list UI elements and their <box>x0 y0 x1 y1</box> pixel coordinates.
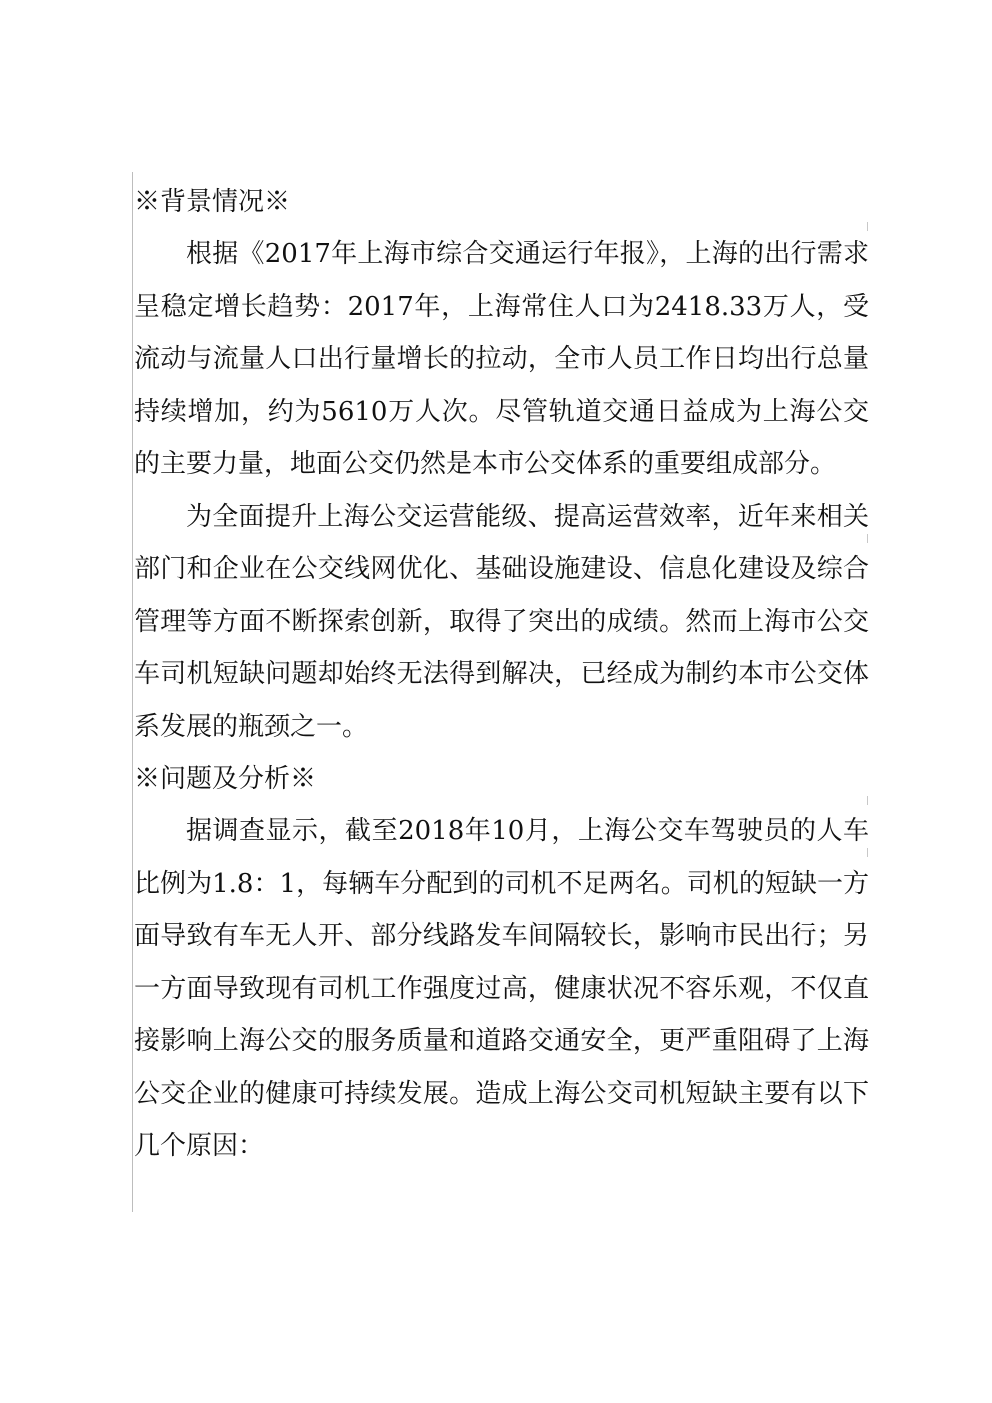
body-paragraph: 为全面提升上海公交运营能级、提高运营效率，近年来相关部门和企业在公交线网优化、基础设施建设、信息化建设及综合管理等方面不断探索创新，取得了突出的成绩。然而上海市公交车司机短缺问题却始终无法得到解决，已经成为制约本市公交体系发展的瓶颈之一。 <box>134 501 869 742</box>
section-heading: ※问题及分析※ <box>134 764 317 794</box>
body-paragraph: 根据《2017年上海市综合交通运行年报》，上海的出行需求呈稳定增长趋势：2017年，上海常住人口为2418.33万人，受流动与流量人口出行量增长的拉动，全市人员工作日均出行总量持续增加，约为5610万人次。尽管轨道交通日益成为上海公交的主要力量，地面公交仍然是本市公交体系的重要组成部分。 <box>134 239 869 479</box>
section-heading: ※背景情况※ <box>134 187 291 217</box>
body-paragraph: 据调查显示，截至2018年10月，上海公交车驾驶员的人车比例为1.8：1，每辆车分配到的司机不足两名。司机的短缺一方面导致有车无人开、部分线路发车间隔较长，影响市民出行；另一方面导致现有司机工作强度过高，健康状况不容乐观，不仅直接影响上海公交的服务质量和道路交通安全，更严重阻碍了上海公交企业的健康可持续发展。造成上海公交司机短缺主要有以下几个原因： <box>134 816 869 1161</box>
left-margin-line <box>132 172 133 1212</box>
document-body <box>134 176 869 1173</box>
